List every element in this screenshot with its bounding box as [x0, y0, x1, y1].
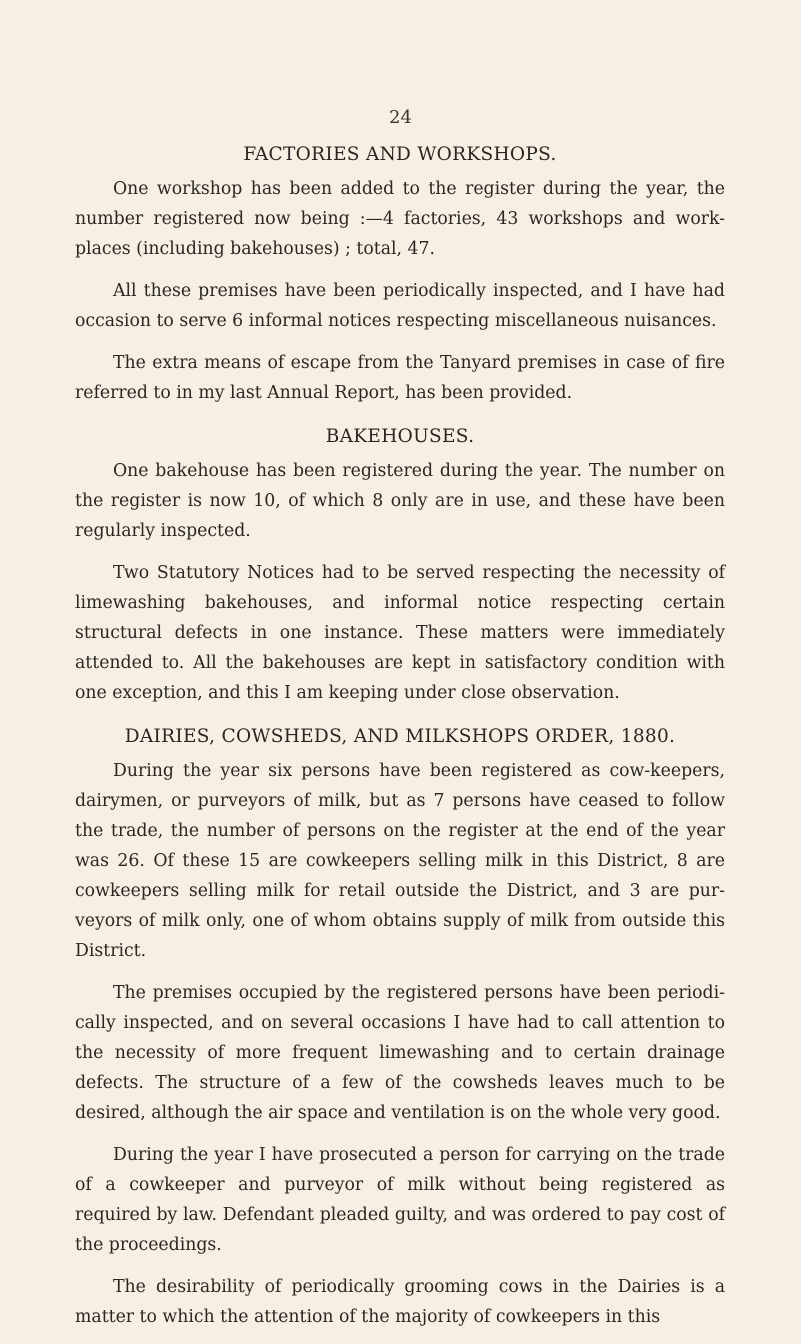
section-heading: DAIRIES, COWSHEDS, AND MILKSHOPS ORDER, 1880. [124, 726, 676, 747]
paragraph: Two Statutory Notices had to be served respecting the necessity of limewashing bakehouses, and informal notice respecting certain structural defects in one instance. These matters were immediately attended to. All the bakehouses are kept in satisfactory condition with one exception, and this I am keeping under close observation. [75, 563, 725, 703]
paragraph: All these premises have been periodically inspected, and I have had occasion to serve 6 informal notices respecting miscellaneous nuisances. [75, 281, 725, 331]
paragraph: During the year I have prosecuted a person for carrying on the trade of a cowkeeper and purveyor of milk without being registered as required by law. Defendant pleaded guilty, and was ordered to pay cost of the proceedings. [75, 1145, 725, 1255]
page-number: 24 [389, 107, 412, 128]
section-bakehouses [75, 422, 725, 708]
section-heading: BAKEHOUSES. [325, 426, 475, 447]
paragraph: The extra means of escape from the Tanyard premises in case of fire referred to in my last Annual Report, has been provided. [75, 353, 725, 403]
paragraph: The desirability of periodically grooming cows in the Dairies is a matter to which the attention of the majority of cowkeepers in this [75, 1277, 725, 1327]
paragraph: The premises occupied by the registered persons have been periodi- cally inspected, and on several occasions I have had to call attention to the necessity of more frequent limewashing and to certain drainage defects. The structure of a few of the cowsheds leaves much to be desired, although the air space and ventilation is on the whole very good. [75, 983, 725, 1123]
paragraph: During the year six persons have been registered as cow-keepers, dairymen, or purveyors of milk, but as 7 persons have ceased to follow the trade, the number of persons on the register at the end of the year was 26. Of these 15 are cowkeepers selling milk in this District, 8 are cowkeepers selling milk for retail outside the District, and 3 are pur- veyors of milk only, one of whom obtains supply of milk from outside this District. [75, 761, 725, 961]
paragraph: One workshop has been added to the register during the year, the number registered now being :—4 factories, 43 workshops and work- places (including bakehouses) ; total, 47. [75, 179, 725, 259]
section-dairies-cowsheds-milkshops [75, 722, 725, 1332]
section-heading: FACTORIES AND WORKSHOPS. [243, 144, 557, 165]
page-content [75, 140, 725, 1344]
section-factories-and-workshops [75, 140, 725, 408]
paragraph: One bakehouse has been registered during the year. The number on the register is now 10, of which 8 only are in use, and these have been regularly inspected. [75, 461, 725, 541]
